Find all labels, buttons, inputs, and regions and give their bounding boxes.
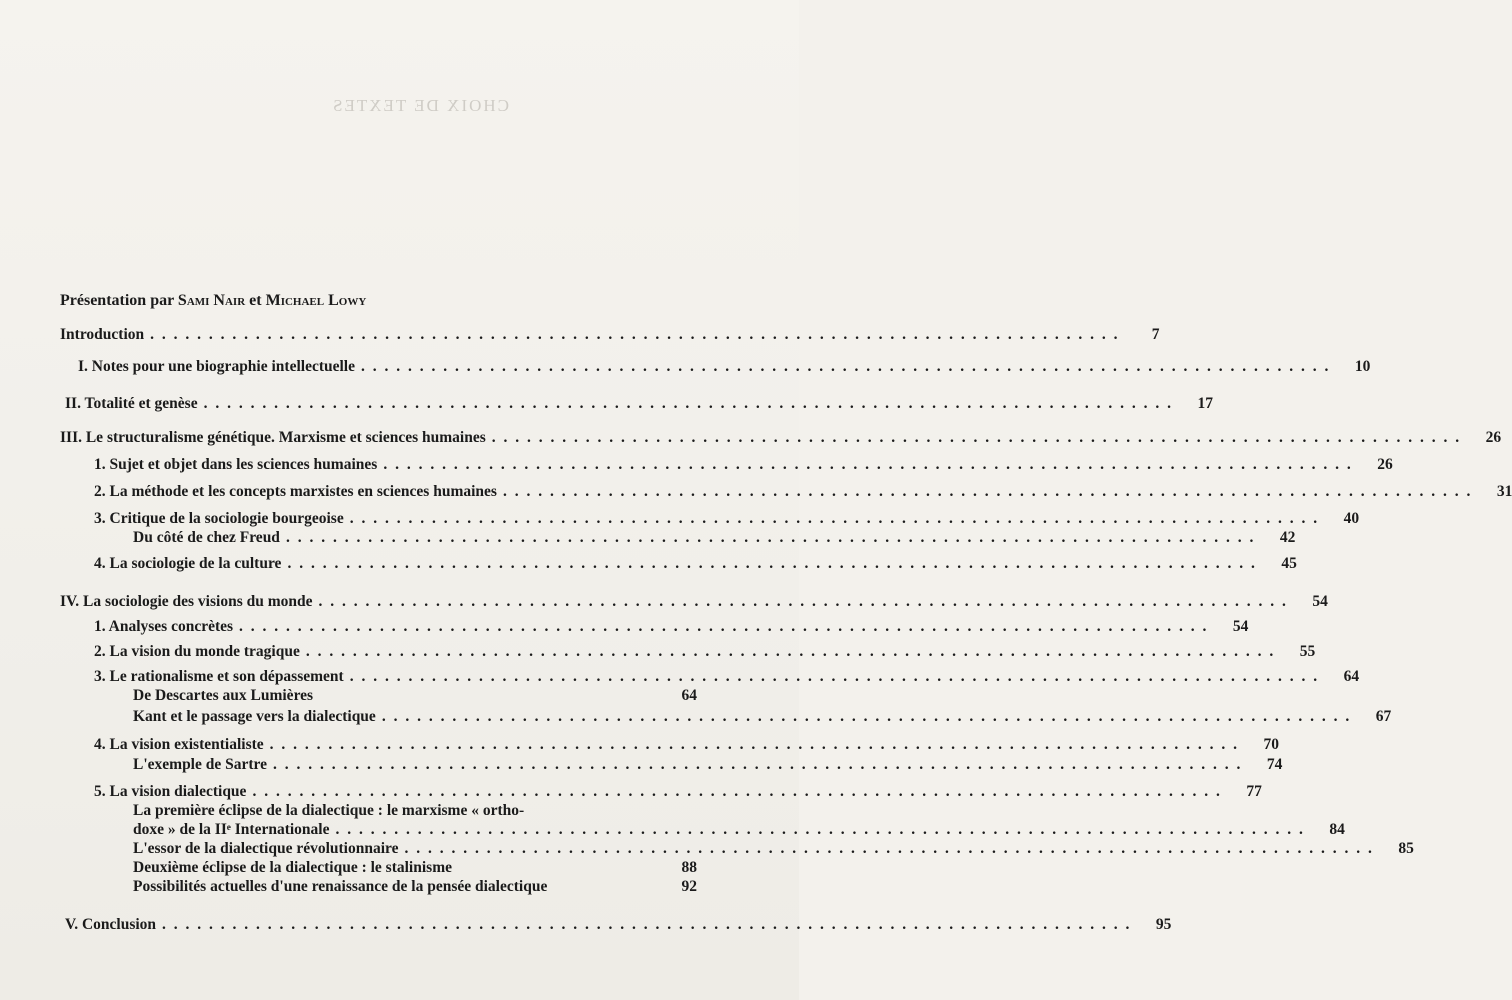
toc-entry-ch3-sec2 bbox=[94, 483, 1512, 503]
leader-dots: . . . . . . . . . . . . . . . . . . . . . . . . . . . . . . . . . . . . . . . . . . . . . . . . . . . . . . . . . . . . . . . . . . . . . . . . . . . . . . . . . . . bbox=[349, 668, 1320, 685]
toc-entry-label: 2. La méthode et les concepts marxistes en sciences humaines bbox=[94, 483, 497, 500]
toc-page-number: 64 bbox=[681, 687, 697, 704]
leader-dots: . . . . . . . . . . . . . . . . . . . . . . . . . . . . . . . . . . . . . . . . . . . . . . . . . . . . . . . . . . . . . . . . . . . . . . . . . . . . . . . . . . . bbox=[404, 840, 1374, 857]
toc-entry-ch4-sec4-sub1 bbox=[133, 756, 1283, 776]
toc-entry-ch4-sec3-sub2 bbox=[133, 708, 1392, 728]
toc-entry-label: 1. Analyses concrètes bbox=[94, 618, 234, 635]
heading-conjunction: et bbox=[249, 292, 262, 309]
toc-page-number: 45 bbox=[1281, 555, 1297, 572]
leader-dots: . . . . . . . . . . . . . . . . . . . . . . . . . . . . . . . . . . . . . . . . . . . . . . . . . . . . . . . . . . . . . . . . . . . . . . . . . . . . . . . . . . . bbox=[285, 529, 1256, 546]
toc-entry-ch4-sec5-sub2 bbox=[133, 840, 1414, 860]
toc-entry-introduction bbox=[60, 326, 1160, 346]
heading-prefix: Présentation par bbox=[60, 292, 174, 309]
toc-page-number: 95 bbox=[1155, 916, 1172, 933]
leader-dots: . . . . . . . . . . . . . . . . . . . . . . . . . . . . . . . . . . . . . . . . . . . . . . . . . . . . . . . . . . . . . . . . . . . . . . . . . . . . . . . . . . . bbox=[381, 708, 1352, 725]
toc-entry-ch4-sec5-sub4 bbox=[133, 878, 697, 898]
toc-entry-label: L'essor de la dialectique révolutionnaire bbox=[133, 840, 399, 857]
toc-entry-label: 3. Le rationalisme et son dépassement bbox=[94, 668, 344, 685]
leader-dots: . . . . . . . . . . . . . . . . . . . . . . . . . . . . . . . . . . . . . . . . . . . . . . . . . . . . . . . . . . . . . . . . . . . . . . . . . . . . . . . . . . . bbox=[203, 395, 1173, 412]
toc-entry-label: 2. La vision du monde tragique bbox=[94, 643, 300, 660]
toc-entry-ch3-sec3 bbox=[94, 510, 1360, 530]
toc-entry-label: 4. La vision existentialiste bbox=[94, 736, 264, 753]
leader-dots: . . . . . . . . . . . . . . . . . . . . . . . . . . . . . . . . . . . . . . . . . . . . . . . . . . . . . . . . . . . . . . . . . . . . . . . . . . . . . . . . . . . bbox=[361, 358, 1331, 375]
toc-entry-chapter-5 bbox=[65, 916, 1172, 936]
toc-page-number: 7 bbox=[1151, 326, 1160, 343]
leader-dots: . . . . . . . . . . . . . . . . . . . . . . . . . . . . . . . . . . . . . . . . . . . . . . . . . . . . . . . . . . . . . . . . . . . . . . . . . . . . . . . . . . . bbox=[335, 821, 1305, 838]
toc-entry-ch4-sec1 bbox=[94, 618, 1249, 638]
leader-dots: . . . . . . . . . . . . . . . . . . . . . . . . . . . . . . . . . . . . . . . . . . . . . . . . . . . . . . . . . . . . . . . . . . . . . . . . . . . . . . . . . . . bbox=[318, 593, 1288, 610]
leader-dots: . . . . . . . . . . . . . . . . . . . . . . . . . . . . . . . . . . . . . . . . . . . . . . . . . . . . . . . . . . . . . . . . . . . . . . . . . . . . . . . . . . . bbox=[349, 510, 1320, 527]
toc-entry-label: Kant et le passage vers la dialectique bbox=[133, 708, 376, 725]
toc-entry-chapter-2 bbox=[65, 395, 1213, 415]
toc-entry-label: Deuxième éclipse de la dialectique : le stalinisme bbox=[133, 859, 452, 876]
toc-page-number: 17 bbox=[1197, 395, 1213, 412]
toc-page-number: 10 bbox=[1354, 358, 1371, 375]
toc-page-number: 92 bbox=[681, 878, 697, 895]
toc-entry-ch4-sec5-sub1-line2 bbox=[133, 821, 1345, 841]
leader-dots: . . . . . . . . . . . . . . . . . . . . . . . . . . . . . . . . . . . . . . . . . . . . . . . . . . . . . . . . . . . . . . . . . . . . . . . . . . . . . . . . . . . bbox=[239, 618, 1209, 635]
leader-dots: . . . . . . . . . . . . . . . . . . . . . . . . . . . . . . . . . . . . . . . . . . . . . . . . . . . . . . . . . . . . . . . . . . . . . . . . . . . . . . . . . . . bbox=[269, 736, 1240, 753]
toc-entry-label: IV. La sociologie des visions du monde bbox=[60, 593, 313, 610]
toc-entry-ch3-sec1 bbox=[94, 456, 1393, 476]
toc-page-number: 54 bbox=[1312, 593, 1328, 610]
toc-page-number: 26 bbox=[1485, 429, 1502, 446]
toc-entry-chapter-4 bbox=[60, 593, 1328, 613]
toc-entry-label: 3. Critique de la sociologie bourgeoise bbox=[94, 510, 344, 527]
toc-entry-label: 1. Sujet et objet dans les sciences humaines bbox=[94, 456, 378, 473]
author-1: Sami Nair bbox=[177, 292, 246, 309]
toc-page-number: 84 bbox=[1329, 821, 1345, 838]
leader-dots: . . . . . . . . . . . . . . . . . . . . . . . . . . . . . . . . . . . . . . . . . . . . . . . . . . . . . . . . . . . . . . . . . . . . . . . . . . . . . . . . . . . bbox=[273, 756, 1243, 773]
toc-entry-label: L'exemple de Sartre bbox=[133, 756, 268, 773]
toc-entry-ch3-sec3-sub1 bbox=[133, 529, 1296, 549]
leader-dots: . . . . . . . . . . . . . . . . . . . . . . . . . . . . . . . . . . . . . . . . . . . . . . . . . . . . . . . . . . . . . . . . . . . . . . . . . . . . . . . . . . . bbox=[383, 456, 1353, 473]
toc-entry-chapter-1 bbox=[78, 358, 1371, 378]
toc-entry-label: Possibilités actuelles d'une renaissance de la pensée dialectique bbox=[133, 878, 548, 895]
leader-dots: . . . . . . . . . . . . . . . . . . . . . . . . . . . . . . . . . . . . . . . . . . . . . . . . . . . . . . . . . . . . . . . . . . . . . . . . . . . . . . . . . . . bbox=[502, 483, 1473, 500]
toc-page-number: 85 bbox=[1398, 840, 1414, 857]
leader-dots: . . . . . . . . . . . . . . . . . . . . . . . . . . . . . . . . . . . . . . . . . . . . . . . . . . . . . . . . . . . . . . . . . . . . . . . . . . . . . . . . . . . bbox=[252, 783, 1222, 800]
presentation-heading bbox=[60, 292, 366, 310]
author-2: Michael Lowy bbox=[265, 292, 367, 309]
leader-dots: . . . . . . . . . . . . . . . . . . . . . . . . . . . . . . . . . . . . . . . . . . . . . . . . . . . . . . . . . . . . . . . . . . . . . . . . . . . . . . . . . . . bbox=[150, 326, 1120, 343]
toc-entry-label: doxe » de la IIᵉ Internationale bbox=[133, 821, 330, 838]
toc-entry-ch3-sec4 bbox=[94, 555, 1297, 575]
leader-dots: . . . . . . . . . . . . . . . . . . . . . . . . . . . . . . . . . . . . . . . . . . . . . . . . . . . . . . . . . . . . . . . . . . . . . . . . . . . . . . . . . . . bbox=[305, 643, 1276, 660]
toc-entry-ch4-sec5-sub3 bbox=[133, 859, 697, 879]
toc-entry-ch4-sec4 bbox=[94, 736, 1280, 756]
toc-entry-ch4-sec3-sub1 bbox=[133, 687, 697, 707]
toc-page-number: 77 bbox=[1246, 783, 1262, 800]
leader-dots: . . . . . . . . . . . . . . . . . . . . . . . . . . . . . . . . . . . . . . . . . . . . . . . . . . . . . . . . . . . . . . . . . . . . . . . . . . . . . . . . . . . bbox=[491, 429, 1462, 446]
toc-entry-label: La première éclipse de la dialectique : le marxisme « ortho- bbox=[133, 802, 525, 819]
toc-entry-label: II. Totalité et genèse bbox=[65, 395, 198, 412]
toc-page-number: 55 bbox=[1299, 643, 1316, 660]
toc-entry-ch4-sec5-sub1-line1 bbox=[133, 802, 697, 822]
toc-entry-label: De Descartes aux Lumières bbox=[133, 687, 314, 704]
toc-entry-chapter-3 bbox=[60, 429, 1502, 449]
toc-entry-label: Du côté de chez Freud bbox=[133, 529, 280, 546]
toc-entry-label: Introduction bbox=[60, 326, 145, 343]
toc-page-number: 74 bbox=[1266, 756, 1283, 773]
toc-entry-label: I. Notes pour une biographie intellectuelle bbox=[78, 358, 355, 375]
leader-dots: . . . . . . . . . . . . . . . . . . . . . . . . . . . . . . . . . . . . . . . . . . . . . . . . . . . . . . . . . . . . . . . . . . . . . . . . . . . . . . . . . . . bbox=[287, 555, 1257, 572]
toc-page-number: 70 bbox=[1263, 736, 1280, 753]
toc-entry-label: III. Le structuralisme génétique. Marxisme et sciences humaines bbox=[60, 429, 486, 446]
toc-page-number: 64 bbox=[1343, 668, 1360, 685]
toc-page-number: 54 bbox=[1232, 618, 1249, 635]
leader-dots: . . . . . . . . . . . . . . . . . . . . . . . . . . . . . . . . . . . . . . . . . . . . . . . . . . . . . . . . . . . . . . . . . . . . . . . . . . . . . . . . . . . bbox=[162, 916, 1132, 933]
bleed-through-text: CHOIX DE TEXTES bbox=[331, 96, 509, 115]
toc-page-number: 67 bbox=[1375, 708, 1392, 725]
toc-page-number: 26 bbox=[1377, 456, 1393, 473]
toc-entry-ch4-sec3 bbox=[94, 668, 1360, 688]
toc-entry-label: 5. La vision dialectique bbox=[94, 783, 247, 800]
toc-entry-ch4-sec5 bbox=[94, 783, 1262, 803]
toc-entry-ch4-sec2 bbox=[94, 643, 1316, 663]
toc-page-number: 31 bbox=[1496, 483, 1512, 500]
toc-entry-label: V. Conclusion bbox=[65, 916, 157, 933]
toc-page-number: 88 bbox=[681, 859, 697, 876]
toc-page-number: 40 bbox=[1343, 510, 1360, 527]
toc-page-number: 42 bbox=[1279, 529, 1296, 546]
toc-entry-label: 4. La sociologie de la culture bbox=[94, 555, 282, 572]
